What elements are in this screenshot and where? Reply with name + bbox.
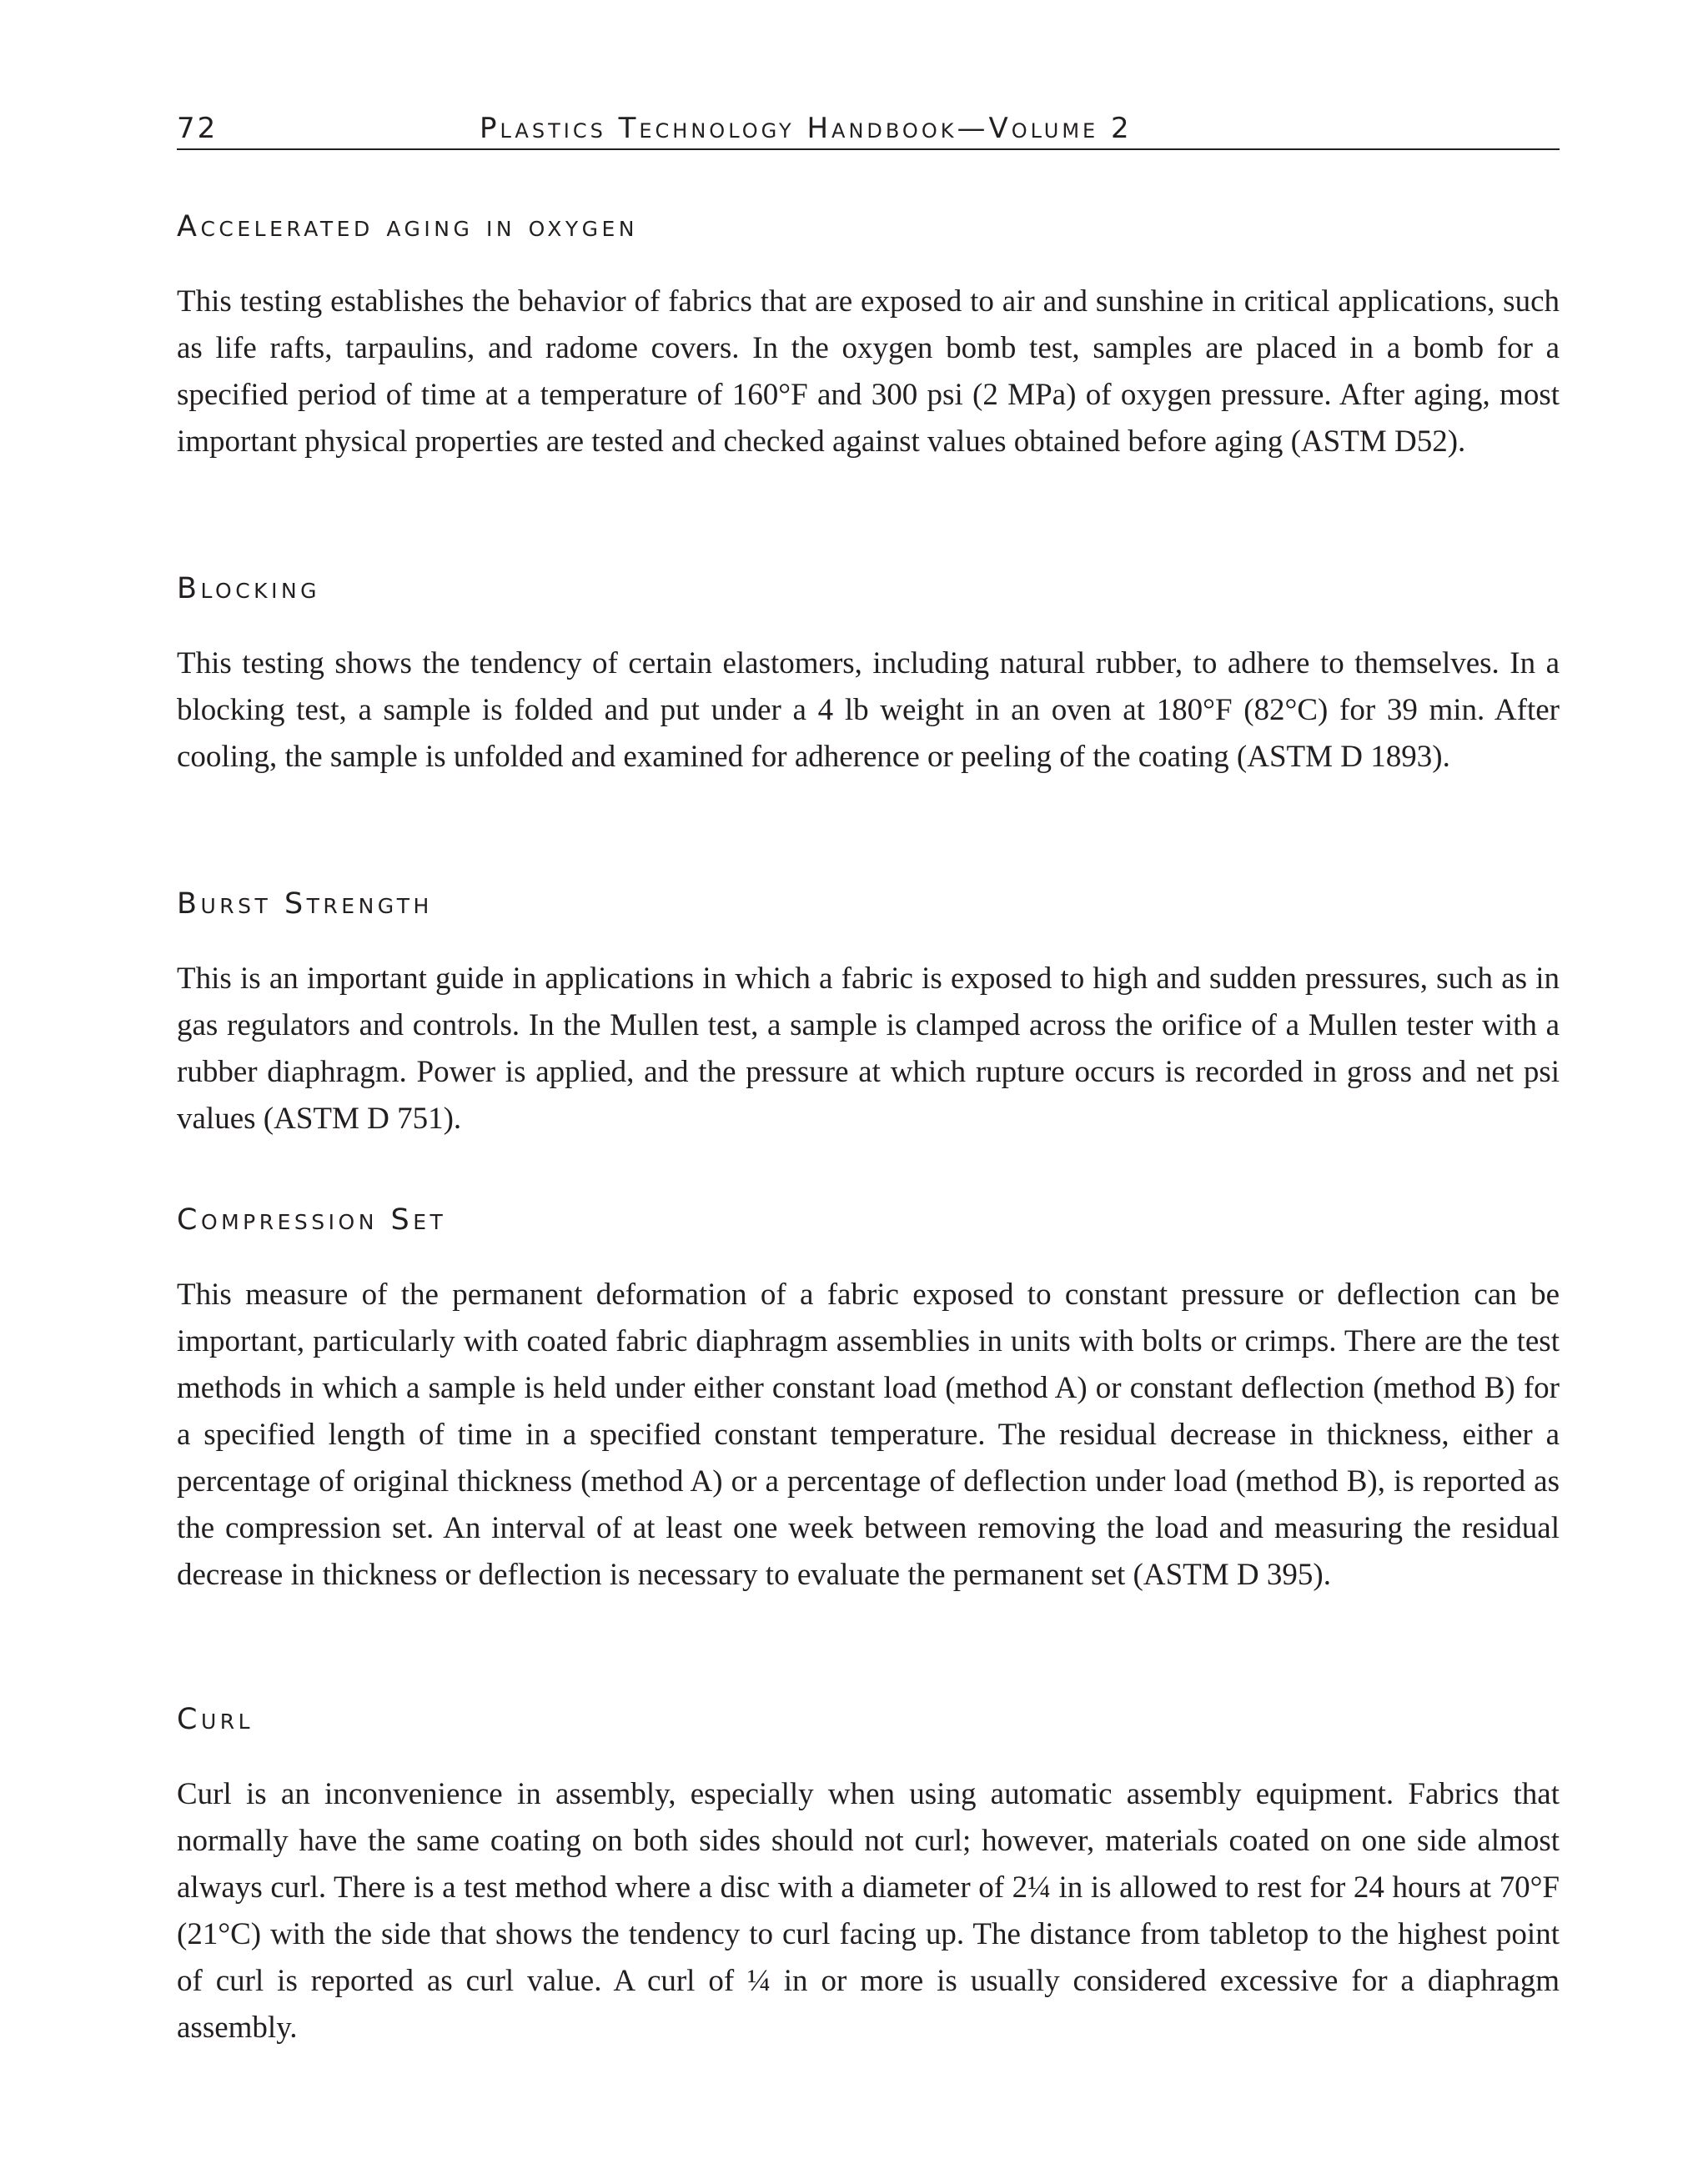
section-heading: Curl <box>177 1703 254 1736</box>
section-heading: Blocking <box>177 572 321 605</box>
section-curl <box>177 1703 1560 2051</box>
section-heading: Accelerated aging in oxygen <box>177 210 638 244</box>
running-header <box>177 112 1560 150</box>
section-body: This testing establishes the behavior of fabrics that are exposed to air and sunshine in critical applications, such as life rafts, tarpaulins, and radome covers. In the oxygen bomb test, samples are placed in a bomb for a specified period of time at a temperature of 160°F and 300 psi (2 MPa) of oxygen pressure. After aging, most important physical properties are tested and checked against values obtained before aging (ASTM D52). <box>177 284 1560 459</box>
section-blocking <box>177 572 1560 781</box>
page-number: 72 <box>177 112 219 145</box>
section-heading: Compression Set <box>177 1203 447 1237</box>
section-body: Curl is an inconvenience in assembly, especially when using automatic assembly equipment. Fabrics that normally have the same coating on both sides should not curl; however, materials coated on one side almost always curl. There is a test method where a disc with a diameter of 2¼ in is allowed to rest for 24 hours at 70°F (21°C) with the side that shows the tendency to curl facing up. The distance from tabletop to the highest point of curl is reported as curl value. A curl of ¼ in or more is usually considered excessive for a diaphragm assembly. <box>177 1777 1560 2045</box>
book-title: Plastics Technology Handbook—Volume 2 <box>480 112 1133 145</box>
section-burst-strength <box>177 887 1560 1142</box>
section-accelerated-aging <box>177 210 1560 465</box>
section-heading: Burst Strength <box>177 887 433 921</box>
section-body: This measure of the permanent deformation of a fabric exposed to constant pressure or deflection can be important, particularly with coated fabric diaphragm assemblies in units with bolts or crimps. There are the test methods in which a sample is held under either constant load (method A) or constant deflection (method B) for a specified length of time in a specified constant temperature. The residual decrease in thickness, either a percentage of original thickness (method A) or a percentage of deflection under load (method B), is reported as the compression set. An interval of at least one week between removing the load and measuring the residual decrease in thickness or deflection is necessary to evaluate the permanent set (ASTM D 395). <box>177 1278 1560 1592</box>
section-compression-set <box>177 1203 1560 1599</box>
section-body: This is an important guide in applications in which a fabric is exposed to high and sudden pressures, such as in gas regulators and controls. In the Mullen test, a sample is clamped across the orifice of a Mullen tester with a rubber diaphragm. Power is applied, and the pressure at which rupture occurs is recorded in gross and net psi values (ASTM D 751). <box>177 961 1560 1136</box>
section-body: This testing shows the tendency of certain elastomers, including natural rubber, to adhere to themselves. In a blocking test, a sample is folded and put under a 4 lb weight in an oven at 180°F (82°C) for 39 min. After cooling, the sample is unfolded and examined for adherence or peeling of the coating (ASTM D 1893). <box>177 646 1560 774</box>
